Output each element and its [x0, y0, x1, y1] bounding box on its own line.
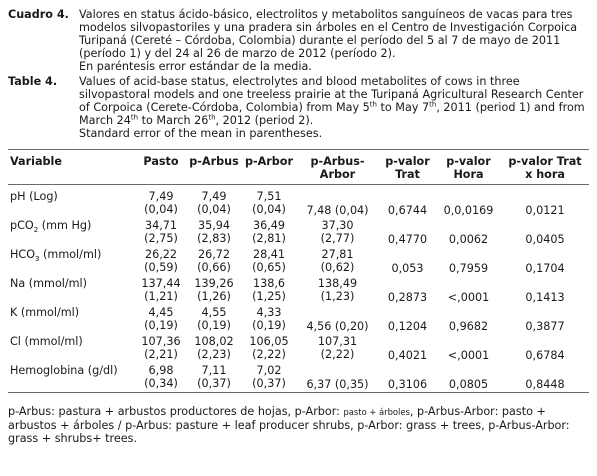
- footnote-part2: , p-Arbus-Arbor: pasto + arbustos + árboles / p-Arbus: pasture + leaf producer shrubs, p-Arbor: grass + trees, p-Arbus-Arbor: grass + shrubs+ trees.: [8, 405, 570, 445]
- cell-parbus: 7,11 (0,37): [197, 364, 231, 391]
- cell-variable: pCO$_2$ (mm Hg): [10, 219, 92, 235]
- header-pvalor-trat-x-hora: p-valor Trat x hora: [508, 155, 582, 181]
- header-pvalor-hora: p-valor Hora: [446, 155, 491, 181]
- cell-parbus: 139,26 (1,26): [194, 277, 234, 304]
- cell-pvalor-hora: <,0001: [447, 290, 490, 304]
- cell-pvalor-trat: 0,053: [391, 261, 424, 275]
- cell-parbor: 28,41 (0,65): [252, 248, 286, 275]
- table-row: [8, 185, 589, 219]
- caption-en-line2: Standard error of the mean in parentheses.: [79, 127, 323, 140]
- cell-parbus: 4,55 (0,19): [197, 306, 231, 333]
- cell-parbor: 4,33 (0,19): [252, 306, 286, 333]
- cell-parbor: 36,49 (2,81): [252, 219, 286, 246]
- cell-parbus-arbor: 107,31 (2,22): [317, 335, 358, 362]
- table-row: [8, 305, 589, 334]
- cell-pvalor-trat: 0,4021: [387, 348, 428, 362]
- table-row: [8, 334, 589, 363]
- cell-parbor: 7,51 (0,04): [252, 190, 286, 217]
- caption-en-sup4: th: [208, 113, 216, 122]
- cell-parbor: 138,6 (1,25): [252, 277, 286, 304]
- cell-parbus-arbor: 4,56 (0,20): [306, 319, 369, 333]
- cell-variable: Cl (mmol/ml): [10, 335, 83, 348]
- table-footnote: [8, 405, 589, 445]
- caption-en-label: Table 4.: [8, 75, 58, 88]
- cell-pasto: 7,49 (0,04): [144, 190, 178, 217]
- cell-variable: pH (Log): [10, 190, 58, 203]
- cell-variable: Na (mmol/ml): [10, 277, 88, 290]
- cell-pvalor-hora: <,0001: [447, 348, 490, 362]
- cell-pvalor-hora: 0,0062: [448, 232, 489, 246]
- header-parbor: p-Arbor: [244, 155, 294, 168]
- cell-pvalor-trat-x-hora: 0,0121: [525, 203, 565, 217]
- caption-en-text: [79, 75, 589, 140]
- cell-parbor: 7,02 (0,37): [252, 364, 286, 391]
- header-variable: Variable: [10, 155, 62, 168]
- cell-variable: Hemoglobina (g/dl): [10, 364, 118, 377]
- header-parbus: p-Arbus: [189, 155, 239, 168]
- header-parbus-arbor: p-Arbus- Arbor: [310, 155, 365, 181]
- cell-pvalor-trat-x-hora: 0,0405: [525, 232, 565, 246]
- cell-parbus-arbor: 37,30 (2,77): [320, 219, 355, 246]
- caption-en-sup2: th: [429, 100, 437, 109]
- caption-en-sup1: th: [369, 100, 377, 109]
- data-table-wrapper: [8, 149, 589, 393]
- cell-pasto: 6,98 (0,34): [144, 364, 178, 391]
- cell-variable: $HCO_3$ (mmol/ml): [10, 248, 102, 264]
- cell-pvalor-hora: 0,9682: [448, 319, 489, 333]
- caption-es-line1: Valores en status ácido-básico, electrolitos y metabolitos sanguíneos de vacas para tres modelos silvopastoriles y una pradera sin árboles en el Centro de Investigación Corpoica Turipaná (Cereté – Córdoba, Colombia) durante el período del 5 al 7 de mayo de 2011 (período 1) y del 24 al 26 de marzo de 2012 (período 2).: [79, 8, 578, 60]
- caption-es: [8, 8, 589, 73]
- cell-pasto: 34,71 (2,75): [144, 219, 178, 246]
- footnote-part1: p-Arbus: pastura + arbustos productores de hojas, p-Arbor:: [8, 405, 344, 418]
- caption-en-part4: to March 26: [138, 114, 209, 127]
- cell-parbus-arbor: 27,81 (0,62): [320, 248, 355, 275]
- caption-en-part5: , 2012 (period 2).: [215, 114, 314, 127]
- cell-pasto: 26,22 (0,59): [144, 248, 178, 275]
- cell-pvalor-trat: 0,4770: [387, 232, 428, 246]
- table-row: [8, 276, 589, 305]
- caption-en: [8, 75, 589, 140]
- cell-parbor: 106,05 (2,22): [249, 335, 289, 362]
- cell-pvalor-hora: 0,7959: [448, 261, 489, 275]
- data-table: [8, 150, 589, 392]
- caption-en-sup3: th: [130, 113, 139, 122]
- caption-en-part2: to May 7: [376, 101, 430, 114]
- cell-parbus-arbor: 6,37 (0,35): [306, 377, 369, 391]
- cell-pvalor-trat: 0,2873: [387, 290, 428, 304]
- cell-pasto: 107,36 (2,21): [141, 335, 181, 362]
- cell-pvalor-trat-x-hora: 0,6784: [525, 348, 565, 362]
- cell-pvalor-trat: 0,3106: [387, 377, 428, 391]
- cell-pvalor-hora: 0,0805: [448, 377, 489, 391]
- caption-en-part1: Values of acid-base status, electrolytes and blood metabolites of cows in three silvopastoral models and one treeless prairie at the Turipaná Agricultural Research Center of Corpoica (Cerete-Córdoba, Colombia) from May 5: [79, 75, 584, 114]
- cell-pvalor-trat-x-hora: 0,3877: [525, 319, 565, 333]
- cell-parbus-arbor: 138,49 (1,23): [317, 277, 358, 304]
- table-row: [8, 363, 589, 392]
- cell-pvalor-hora: 0,0,0169: [443, 203, 494, 217]
- table-row: [8, 218, 589, 247]
- caption-en-line1: [79, 75, 589, 127]
- cell-pvalor-trat: 0,1204: [387, 319, 428, 333]
- cell-pvalor-trat-x-hora: 0,8448: [525, 377, 565, 391]
- cell-parbus: 26,72 (0,66): [197, 248, 231, 275]
- cell-pvalor-trat-x-hora: 0,1704: [525, 261, 565, 275]
- caption-es-line2: En paréntesis error estándar de la media.: [79, 60, 312, 73]
- table-header-row: [8, 150, 589, 185]
- caption-es-text: [79, 8, 589, 73]
- cell-pasto: 4,45 (0,19): [144, 306, 178, 333]
- cell-pasto: 137,44 (1,21): [141, 277, 181, 304]
- cell-pvalor-trat-x-hora: 0,1413: [525, 290, 565, 304]
- cell-variable: K (mmol/ml): [10, 306, 80, 319]
- caption-en-part3: , 2011 (period 1) and from March 24: [79, 101, 585, 127]
- header-pasto: Pasto: [143, 155, 179, 168]
- table-row: [8, 247, 589, 276]
- cell-pvalor-trat: 0,6744: [387, 203, 428, 217]
- caption-es-label: Cuadro 4.: [8, 8, 69, 21]
- cell-parbus: 7,49 (0,04): [197, 190, 231, 217]
- header-pvalor-trat: p-valor Trat: [385, 155, 430, 181]
- cell-parbus: 108,02 (2,23): [194, 335, 234, 362]
- cell-parbus-arbor: 7,48 (0,04): [306, 203, 369, 217]
- cell-parbus: 35,94 (2,83): [197, 219, 231, 246]
- footnote-small: pasto + árboles: [343, 407, 410, 417]
